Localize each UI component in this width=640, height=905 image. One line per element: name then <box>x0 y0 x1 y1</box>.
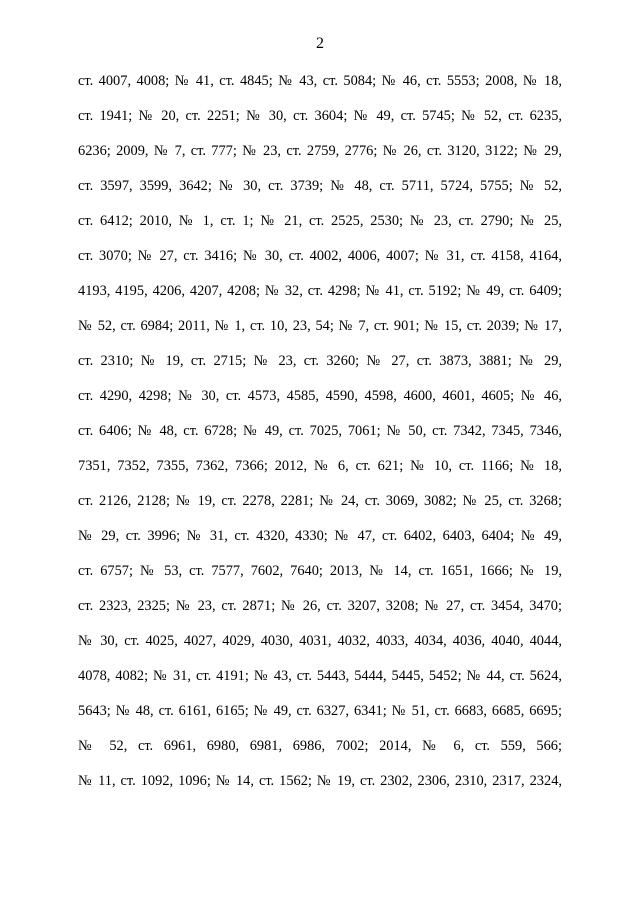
text-line: ст. 2126, 2128; № 19, ст. 2278, 2281; № 24, ст. 3069, 3082; № 25, ст. 3268; <box>78 493 562 509</box>
text-line: ст. 4290, 4298; № 30, ст. 4573, 4585, 4590, 4598, 4600, 4601, 4605; № 46, <box>78 388 562 404</box>
text-line: ст. 4007, 4008; № 41, ст. 4845; № 43, ст. 5084; № 46, ст. 5553; 2008, № 18, <box>78 73 562 89</box>
text-line: ст. 6412; 2010, № 1, ст. 1; № 21, ст. 2525, 2530; № 23, ст. 2790; № 25, <box>78 213 562 229</box>
text-line: № 29, ст. 3996; № 31, ст. 4320, 4330; № 47, ст. 6402, 6403, 6404; № 49, <box>78 528 562 544</box>
text-line: ст. 6757; № 53, ст. 7577, 7602, 7640; 2013, № 14, ст. 1651, 1666; № 19, <box>78 563 562 579</box>
text-line: № 52, ст. 6984; 2011, № 1, ст. 10, 23, 54; № 7, ст. 901; № 15, ст. 2039; № 17, <box>78 318 562 334</box>
text-line: ст. 1941; № 20, ст. 2251; № 30, ст. 3604; № 49, ст. 5745; № 52, ст. 6235, <box>78 108 562 124</box>
text-line: ст. 2310; № 19, ст. 2715; № 23, ст. 3260; № 27, ст. 3873, 3881; № 29, <box>78 353 562 369</box>
text-line: № 52, ст. 6961, 6980, 6981, 6986, 7002; 2014, № 6, ст. 559, 566; <box>78 738 562 754</box>
text-line: ст. 6406; № 48, ст. 6728; № 49, ст. 7025, 7061; № 50, ст. 7342, 7345, 7346, <box>78 423 562 439</box>
text-line: № 11, ст. 1092, 1096; № 14, ст. 1562; № 19, ст. 2302, 2306, 2310, 2317, 2324, <box>78 773 562 789</box>
text-line: 7351, 7352, 7355, 7362, 7366; 2012, № 6, ст. 621; № 10, ст. 1166; № 18, <box>78 458 562 474</box>
text-line: ст. 3070; № 27, ст. 3416; № 30, ст. 4002, 4006, 4007; № 31, ст. 4158, 4164, <box>78 248 562 264</box>
text-line: ст. 2323, 2325; № 23, ст. 2871; № 26, ст. 3207, 3208; № 27, ст. 3454, 3470; <box>78 598 562 614</box>
text-line: № 30, ст. 4025, 4027, 4029, 4030, 4031, 4032, 4033, 4034, 4036, 4040, 4044, <box>78 633 562 649</box>
body-text <box>78 64 562 799</box>
text-line: 4193, 4195, 4206, 4207, 4208; № 32, ст. 4298; № 41, ст. 5192; № 49, ст. 6409; <box>78 283 562 299</box>
text-line: 4078, 4082; № 31, ст. 4191; № 43, ст. 5443, 5444, 5445, 5452; № 44, ст. 5624, <box>78 668 562 684</box>
text-line: ст. 3597, 3599, 3642; № 30, ст. 3739; № 48, ст. 5711, 5724, 5755; № 52, <box>78 178 562 194</box>
page-number: 2 <box>316 35 324 52</box>
text-line: 5643; № 48, ст. 6161, 6165; № 49, ст. 6327, 6341; № 51, ст. 6683, 6685, 6695; <box>78 703 562 719</box>
text-line: 6236; 2009, № 7, ст. 777; № 23, ст. 2759, 2776; № 26, ст. 3120, 3122; № 29, <box>78 143 562 159</box>
